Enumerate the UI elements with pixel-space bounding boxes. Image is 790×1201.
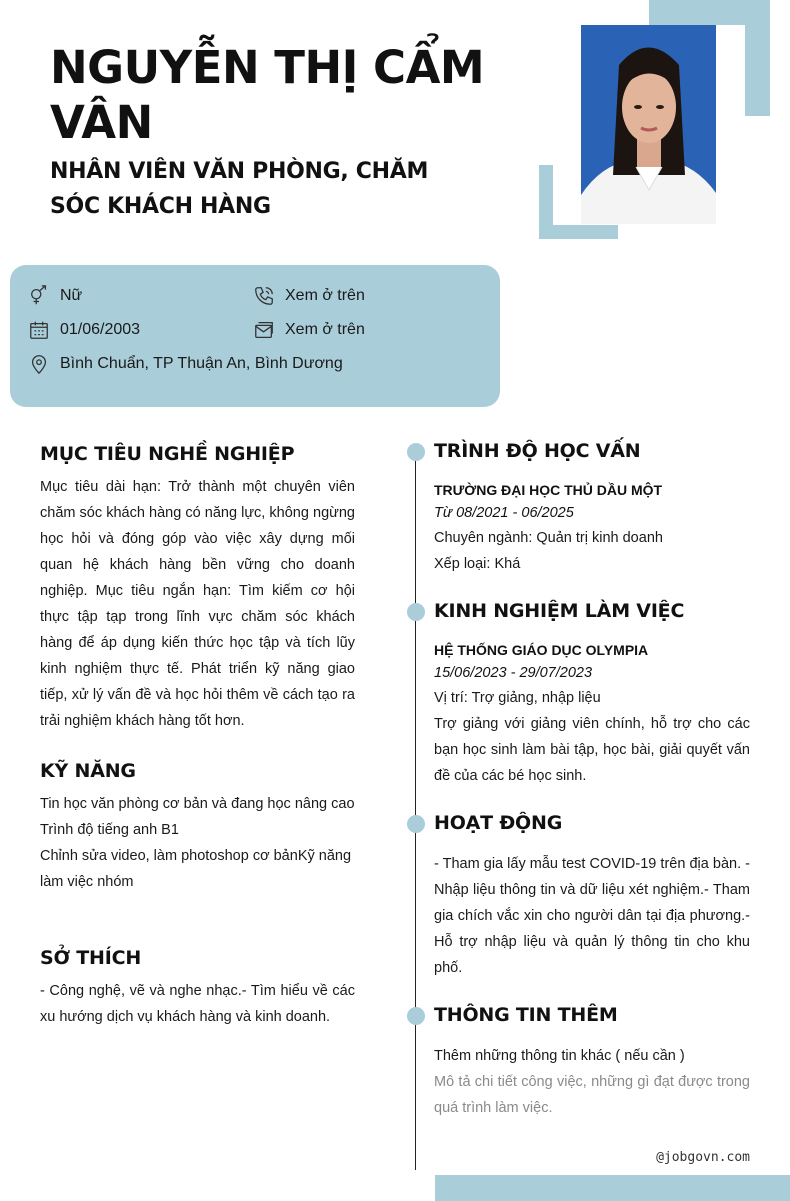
gender-icon bbox=[28, 285, 50, 307]
phone-icon bbox=[253, 285, 275, 307]
timeline-line bbox=[415, 450, 416, 1170]
contact-gender bbox=[28, 285, 82, 307]
address-value: Bình Chuẩn, TP Thuận An, Bình Dương bbox=[60, 355, 343, 372]
extra-heading: THÔNG TIN THÊM bbox=[434, 1004, 618, 1026]
skill-item: Trình độ tiếng anh B1 bbox=[40, 822, 179, 838]
extra-line2: Mô tả chi tiết công việc, những gì đạt được trong quá trình làm việc. bbox=[434, 1074, 750, 1116]
education-period: Từ 08/2021 - 06/2025 bbox=[434, 505, 574, 521]
activities-heading: HOẠT ĐỘNG bbox=[434, 812, 563, 834]
timeline-dot bbox=[407, 443, 425, 461]
contact-panel bbox=[10, 265, 500, 407]
company-name: HỆ THỐNG GIÁO DỤC OLYMPIA bbox=[434, 642, 649, 658]
candidate-name: NGUYỄN THỊ CẨM VÂN bbox=[50, 41, 485, 149]
timeline-dot bbox=[407, 603, 425, 621]
hobbies-heading: SỞ THÍCH bbox=[40, 947, 142, 969]
gender-value: Nữ bbox=[60, 287, 83, 304]
timeline-dot bbox=[407, 815, 425, 833]
contact-phone bbox=[253, 285, 365, 307]
brand-watermark: @jobgovn.com bbox=[656, 1150, 750, 1165]
objective-heading: MỤC TIÊU NGHỀ NGHIỆP bbox=[40, 443, 295, 465]
contact-address bbox=[28, 353, 343, 375]
location-icon bbox=[28, 353, 50, 375]
portrait-image bbox=[581, 25, 716, 224]
experience-period: 15/06/2023 - 29/07/2023 bbox=[434, 665, 593, 681]
job-title: NHÂN VIÊN VĂN PHÒNG, CHĂM SÓC KHÁCH HÀNG bbox=[50, 159, 429, 219]
skill-item: Chỉnh sửa video, làm photoshop cơ bảnKỹ năng làm việc nhóm bbox=[40, 848, 352, 890]
footer-bar bbox=[435, 1175, 790, 1201]
birthday-value: 01/06/2003 bbox=[60, 321, 141, 338]
contact-birthday bbox=[28, 319, 140, 341]
education-rank: Xếp loại: Khá bbox=[434, 556, 521, 572]
skills-heading: KỸ NĂNG bbox=[40, 760, 136, 782]
email-value: Xem ở trên bbox=[285, 321, 365, 338]
skills-list bbox=[40, 791, 355, 895]
education-major: Chuyên ngành: Quản trị kinh doanh bbox=[434, 530, 663, 546]
email-icon bbox=[253, 319, 275, 341]
profile-photo bbox=[581, 25, 716, 224]
skill-item: Tin học văn phòng cơ bản và đang học nâng cao bbox=[40, 796, 355, 812]
calendar-icon bbox=[28, 319, 50, 341]
objective-text: Mục tiêu dài hạn: Trở thành một chuyên viên chăm sóc khách hàng có năng lực, không ngừng học hỏi và đóng góp vào việc xây dựng mối quan hệ khách hàng bền vững cho doanh nghiệp. Mục tiêu ngắn hạn: Tìm kiếm cơ hội thực tập tạp trong lĩnh vực chăm sóc khách hàng để áp dụng kiến thức học tập và tích lũy kinh nghiệm thực tế. Phát triển kỹ năng giao tiếp, xử lý vấn đề và học hỏi thêm về cách tạo ra trải nghiệm khách hàng tốt hơn. bbox=[40, 479, 355, 729]
phone-value: Xem ở trên bbox=[285, 287, 365, 304]
experience-description: Trợ giảng với giảng viên chính, hỗ trợ cho các bạn học sinh làm bài tập, học bài, giải quyết vấn đề của các bé học sinh. bbox=[434, 716, 750, 784]
photo-frame-bottom-bar bbox=[539, 225, 618, 239]
timeline-dot bbox=[407, 1007, 425, 1025]
school-name: TRƯỜNG ĐẠI HỌC THỦ DẦU MỘT bbox=[434, 482, 663, 498]
activities-text: - Tham gia lấy mẫu test COVID-19 trên địa bàn. - Nhập liệu thông tin và dữ liệu xét nghiệm.- Tham gia chích vắc xin cho người dân tại địa phương.- Hỗ trợ nhập liệu và quản lý thông tin cho khu phố. bbox=[434, 856, 750, 976]
experience-position: Vị trí: Trợ giảng, nhập liệu bbox=[434, 690, 601, 706]
hobbies-text: - Công nghệ, vẽ và nghe nhạc.- Tìm hiểu về các xu hướng dịch vụ khách hàng và kinh doanh. bbox=[40, 983, 355, 1025]
photo-frame-right-bar bbox=[745, 0, 770, 116]
extra-line1: Thêm những thông tin khác ( nếu cần ) bbox=[434, 1048, 685, 1064]
contact-email bbox=[253, 319, 365, 341]
education-heading: TRÌNH ĐỘ HỌC VẤN bbox=[434, 440, 641, 462]
experience-heading: KINH NGHIỆM LÀM VIỆC bbox=[434, 600, 685, 622]
